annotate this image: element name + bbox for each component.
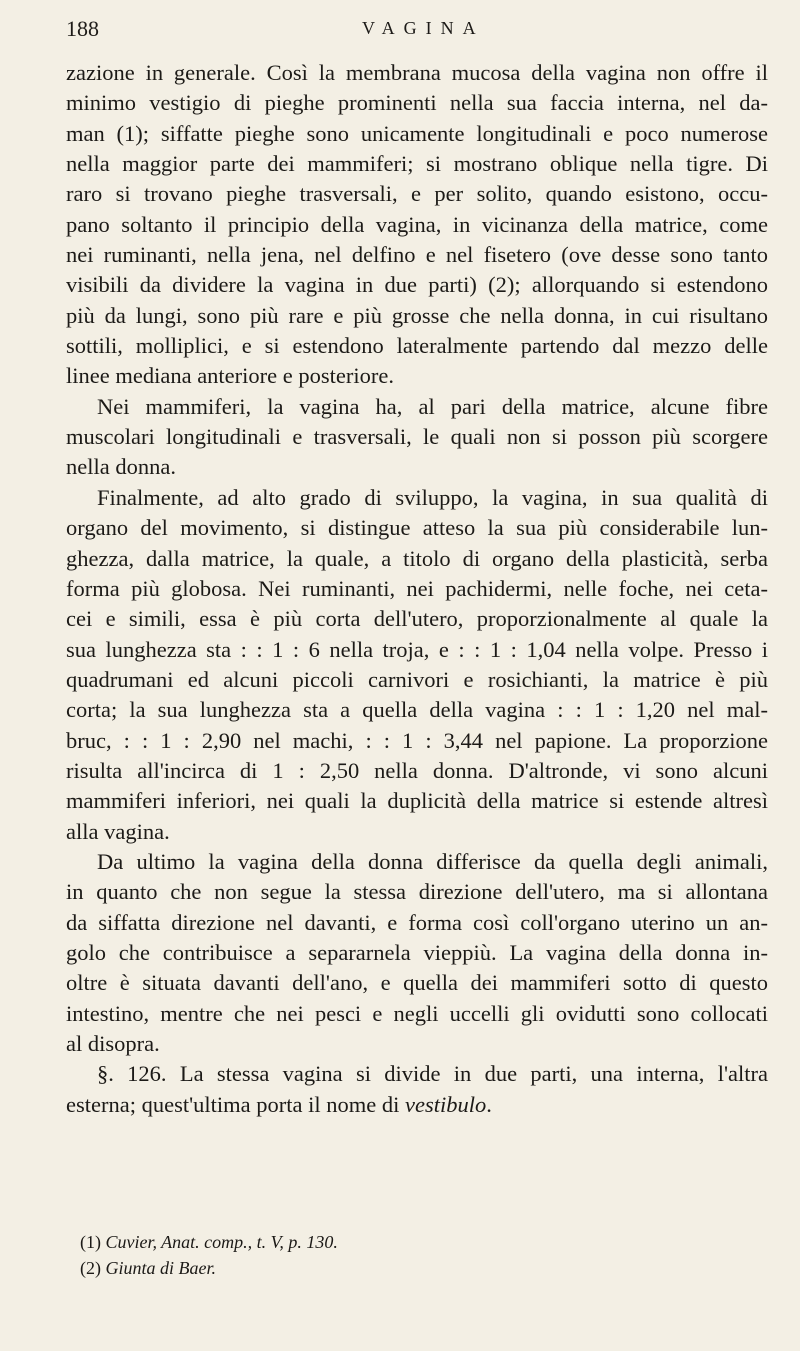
footnote xyxy=(66,1255,766,1281)
text-line: bruc, : : 1 : 2,90 nel machi, : : 1 : 3,44 nel papione. La proporzione xyxy=(66,727,768,753)
footnote-marker: (2) xyxy=(80,1258,106,1278)
text-line: visibili da dividere la vagina in due parti) (2); allorquando si estendono xyxy=(66,272,768,298)
text-line: raro si trovano pieghe trasversali, e per solito, quando esistono, occu- xyxy=(66,181,768,207)
paragraph xyxy=(66,483,768,847)
text-line: alla vagina. xyxy=(66,818,170,844)
text-line: risulta all'incirca di 1 : 2,50 nella donna. D'altronde, vi sono alcuni xyxy=(66,757,768,783)
footnote-marker: (1) xyxy=(80,1232,106,1252)
text-line: zazione in generale. Così la membrana mucosa della vagina non offre il xyxy=(66,60,768,85)
paragraph xyxy=(66,392,768,483)
text-line: sua lunghezza sta : : 1 : 6 nella troja, e : : 1 : 1,04 nella volpe. Presso i xyxy=(66,636,768,662)
paragraph xyxy=(66,58,768,392)
text-line: quadrumani ed alcuni piccoli carnivori e rosichianti, la matrice è più xyxy=(66,666,768,692)
body-text xyxy=(66,58,768,1120)
text-line: man (1); siffatte pieghe sono unicamente longitudinali e poco numerose xyxy=(66,120,768,146)
text-line: nei ruminanti, nella jena, nel delfino e nel fisetero (ove desse sono tanto xyxy=(66,242,768,268)
page-number: 188 xyxy=(66,16,99,41)
text-line: Nei mammiferi, la vagina ha, al pari della matrice, alcune fibre xyxy=(97,393,768,419)
text-line: forma più globosa. Nei ruminanti, nei pachidermi, nelle foche, nei ceta- xyxy=(66,575,768,601)
text-line: Da ultimo la vagina della donna differisce da quella degli animali, xyxy=(97,848,768,874)
text-line: nella donna. xyxy=(66,454,176,480)
text-line: cei e simili, essa è più corta dell'utero, proporzionalmente al quale la xyxy=(66,606,768,632)
footnote xyxy=(66,1229,766,1255)
text-line: sottili, molliplici, e si estendono lateralmente partendo dal mezzo delle xyxy=(66,333,768,359)
running-head: VAGINA xyxy=(362,18,485,38)
text-line: ghezza, dalla matrice, la quale, a titolo di organo della plasticità, serba xyxy=(66,545,768,571)
text-line: oltre è situata davanti dell'ano, e quella dei mammiferi sotto di questo xyxy=(66,970,768,996)
text-line: minimo vestigio di pieghe prominenti nella sua faccia interna, nel da- xyxy=(66,90,768,116)
footnote-text: Cuvier, Anat. comp., t. V, p. 130. xyxy=(105,1232,338,1252)
text-line: Finalmente, ad alto grado di sviluppo, la vagina, in sua qualità di xyxy=(97,484,768,510)
text-line: esterna; quest'ultima porta il nome di vestibulo. xyxy=(66,1091,492,1117)
text-line: linee mediana anteriore e posteriore. xyxy=(66,363,394,389)
text-line: intestino, mentre che nei pesci e negli uccelli gli ovidutti sono collocati xyxy=(66,1000,768,1026)
text-line: muscolari longitudinali e trasversali, le quali non si posson più scorgere xyxy=(66,424,768,450)
page-header xyxy=(66,16,766,48)
footnote-text: Giunta di Baer. xyxy=(105,1258,216,1278)
text-line: golo che contribuisce a separarnela vieppiù. La vagina della donna in- xyxy=(66,939,768,965)
text-line: §. 126. La stessa vagina si divide in due parti, una interna, l'altra xyxy=(97,1061,768,1087)
text-line: al disopra. xyxy=(66,1031,160,1056)
text-line: pano soltanto il principio della vagina, in vicinanza della matrice, come xyxy=(66,211,768,237)
text-line: in quanto che non segue la stessa direzione dell'utero, ma si allontana xyxy=(66,879,768,905)
text-line: da siffatta direzione nel davanti, e forma così coll'organo uterino un an- xyxy=(66,909,768,935)
paragraph xyxy=(66,1059,768,1120)
text-line: corta; la sua lunghezza sta a quella della vagina : : 1 : 1,20 nel mal- xyxy=(66,697,768,723)
text-line: mammiferi inferiori, nei quali la duplicità della matrice si estende altresì xyxy=(66,788,768,814)
footnotes xyxy=(66,1229,766,1281)
text-line: nella maggior parte dei mammiferi; si mostrano oblique nella tigre. Di xyxy=(66,151,768,177)
text-line: organo del movimento, si distingue atteso la sua più considerabile lun- xyxy=(66,515,768,541)
text-line: più da lungi, sono più rare e più grosse che nella donna, in cui risultano xyxy=(66,302,768,328)
paragraph xyxy=(66,847,768,1059)
